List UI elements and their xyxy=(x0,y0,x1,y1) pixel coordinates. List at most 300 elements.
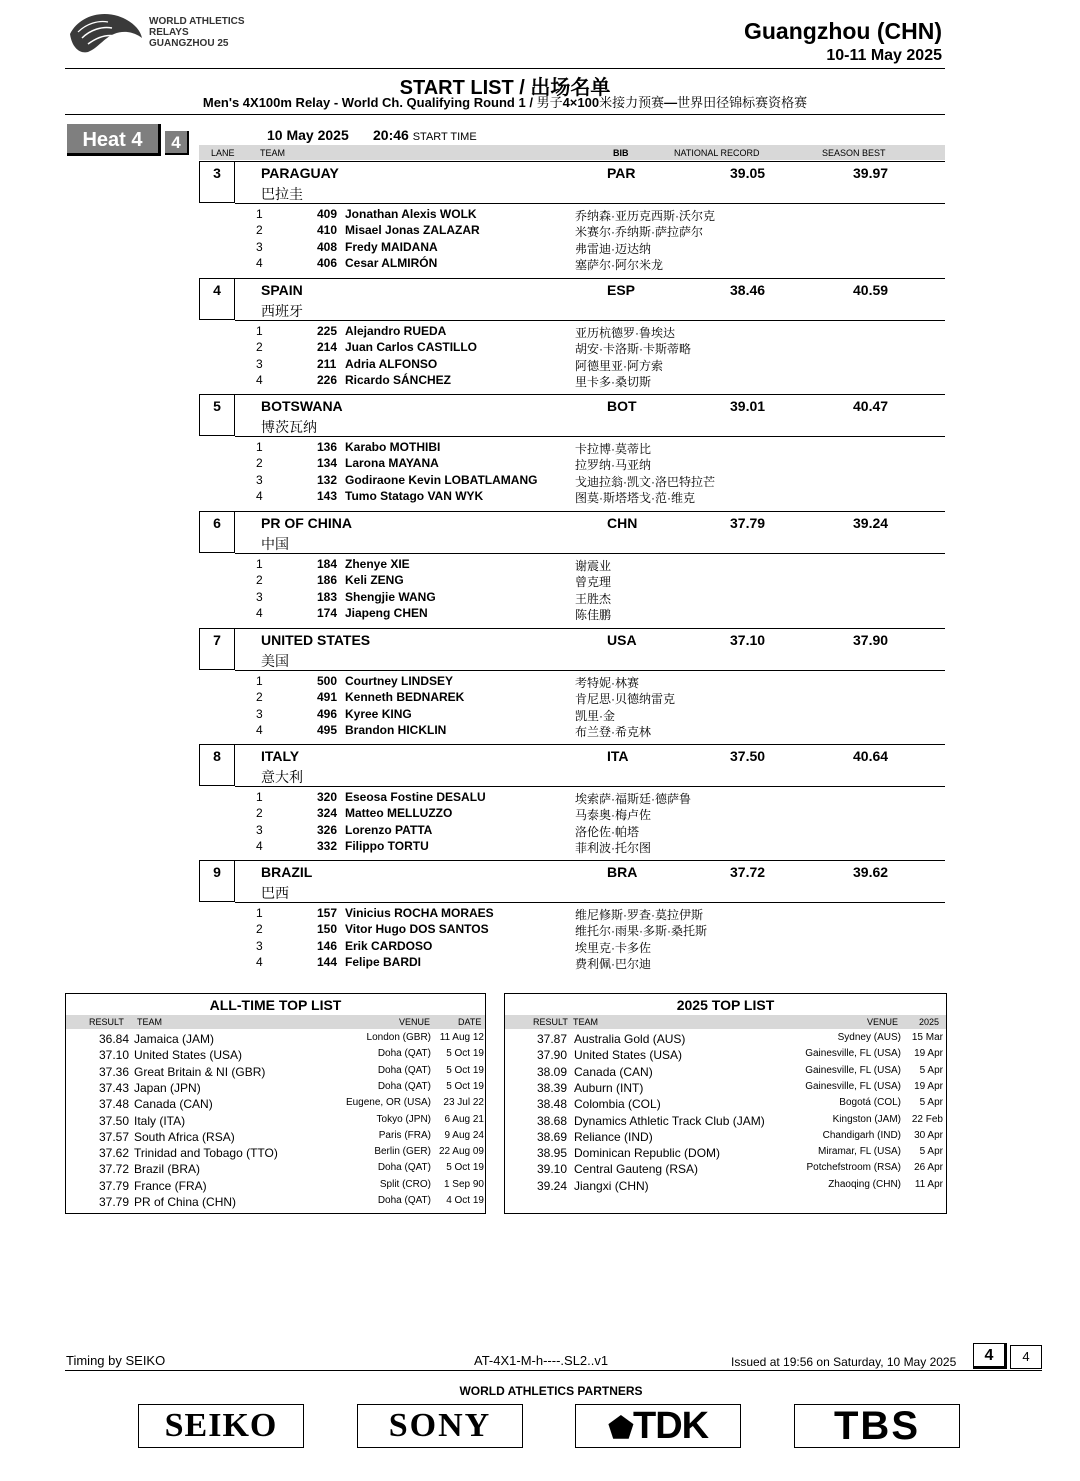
season-best: 40.47 xyxy=(853,398,889,414)
leg-order: 1 xyxy=(256,674,263,688)
athlete-name: Alejandro RUEDA xyxy=(345,324,447,338)
event-dates: 10-11 May 2025 xyxy=(826,47,942,64)
date: 11 Aug 12 xyxy=(439,1032,484,1043)
athlete-name: Keli ZENG xyxy=(345,573,404,588)
athlete-row xyxy=(199,324,945,340)
athlete-row xyxy=(199,340,945,356)
leg-order: 3 xyxy=(256,239,263,254)
venue: Miramar, FL (USA) xyxy=(818,1146,901,1158)
athlete-row xyxy=(199,207,945,223)
athlete-name-chinese: 凯里·金 xyxy=(575,708,615,723)
athlete-name: Juan Carlos CASTILLO xyxy=(345,340,478,355)
lane-number: 6 xyxy=(199,511,235,553)
venue: Doha (QAT) xyxy=(377,1080,431,1092)
partner-sony-logo: SONY xyxy=(357,1404,523,1448)
lane-number: 9 xyxy=(199,860,235,902)
result: 37.57 xyxy=(99,1129,130,1144)
athlete-bib: 326 xyxy=(317,822,338,837)
partner-tbs-logo: TBS xyxy=(794,1404,960,1448)
season-top-list-title: 2025 TOP LIST xyxy=(676,997,775,1013)
venue: Doha (QAT) xyxy=(377,1195,431,1206)
result: 36.84 xyxy=(99,1032,130,1046)
all-time-list-row xyxy=(66,1179,487,1195)
title-divider xyxy=(65,114,945,115)
date: 23 Jul 22 xyxy=(443,1097,484,1109)
athlete-bib: 332 xyxy=(317,838,338,853)
athlete-bib: 174 xyxy=(317,605,338,620)
result: 38.68 xyxy=(537,1113,568,1128)
national-record: 39.05 xyxy=(730,165,766,181)
team-name-chinese: 中国 xyxy=(261,536,289,552)
athlete-row xyxy=(199,674,945,690)
date: 22 Feb xyxy=(911,1113,943,1125)
national-record: 39.01 xyxy=(730,398,766,414)
athlete-name-chinese: 维尼修斯·罗查·莫拉伊斯 xyxy=(575,908,703,922)
athlete-name: Cesar ALMIRÓN xyxy=(345,255,438,270)
all-time-list-row xyxy=(66,1032,487,1048)
issued-timestamp: Issued at 19:56 on Saturday, 10 May 2025 xyxy=(731,1355,957,1369)
result: 37.48 xyxy=(99,1097,130,1112)
season-best: 39.97 xyxy=(853,165,889,181)
world-athletics-logo-icon xyxy=(68,12,144,56)
athlete-name-chinese: 埃里克·卡多佐 xyxy=(575,940,651,955)
date: 5 Oct 19 xyxy=(446,1064,484,1076)
athlete-name: Lorenzo PATTA xyxy=(345,822,433,837)
season-best: 40.64 xyxy=(853,748,889,764)
team: Central Gauteng (RSA) xyxy=(574,1162,699,1177)
leg-order: 2 xyxy=(256,223,263,238)
result: 37.72 xyxy=(99,1162,130,1177)
team-block xyxy=(199,744,945,860)
athlete-row xyxy=(199,573,945,589)
team-header-rule xyxy=(235,553,945,554)
leg-order: 4 xyxy=(256,372,263,387)
all-time-top-list-header: RESULT TEAM VENUE DATE xyxy=(66,1015,485,1029)
athlete-name-chinese: 图莫·斯塔塔戈·范·维克 xyxy=(575,490,695,505)
athlete-name: Godiraone Kevin LOBATLAMANG xyxy=(345,472,538,487)
athlete-name-chinese: 戈迪拉翁·凯文·洛巴特拉芒 xyxy=(575,474,715,489)
partner-seiko-logo: SEIKO xyxy=(138,1404,304,1448)
team: Jamaica (JAM) xyxy=(134,1032,215,1046)
athlete-name: Larona MAYANA xyxy=(345,456,439,471)
athlete-bib: 226 xyxy=(317,372,338,387)
leg-order: 1 xyxy=(256,557,263,571)
athlete-bib: 496 xyxy=(317,706,338,721)
season-best: 39.62 xyxy=(853,864,889,880)
athlete-bib: 134 xyxy=(317,456,338,471)
team-name-chinese: 意大利 xyxy=(261,769,303,785)
athlete-name-chinese: 埃索萨·福斯廷·德萨鲁 xyxy=(575,792,691,806)
athlete-name: Eseosa Fostine DESALU xyxy=(345,790,486,804)
leg-order: 2 xyxy=(256,573,263,588)
athlete-row xyxy=(199,357,945,373)
athlete-name: Courtney LINDSEY xyxy=(345,674,454,688)
date: 5 Apr xyxy=(919,1064,943,1076)
result: 37.79 xyxy=(99,1195,130,1209)
team: Colombia (COL) xyxy=(574,1097,661,1112)
athlete-bib: 132 xyxy=(317,472,338,487)
team-top-rule xyxy=(235,744,945,745)
national-record: 37.10 xyxy=(730,632,766,648)
date: 26 Apr xyxy=(914,1162,943,1174)
athlete-name: Felipe BARDI xyxy=(345,954,422,969)
season-best: 37.90 xyxy=(853,632,889,648)
event-city: Guangzhou (CHN) xyxy=(743,18,942,44)
venue: Doha (QAT) xyxy=(377,1048,431,1060)
athlete-name-chinese: 拉罗纳·马亚纳 xyxy=(575,458,651,473)
leg-order: 3 xyxy=(256,472,263,487)
team-code: BRA xyxy=(607,864,638,880)
athlete-bib: 144 xyxy=(317,954,338,969)
team: Australia Gold (AUS) xyxy=(574,1032,686,1046)
season-list-row xyxy=(505,1081,948,1097)
team: South Africa (RSA) xyxy=(134,1129,235,1144)
document-code: AT-4X1-M-h----.SL2..v1 xyxy=(474,1353,609,1368)
athlete-name-chinese: 肯尼思·贝德纳雷克 xyxy=(575,692,675,707)
athlete-name: Brandon HICKLIN xyxy=(345,722,447,737)
team: Dominican Republic (DOM) xyxy=(574,1146,721,1161)
team-top-rule xyxy=(235,394,945,395)
athlete-name-chinese: 弗雷迪·迈达纳 xyxy=(575,241,651,256)
team-code: ITA xyxy=(607,748,629,764)
athlete-row xyxy=(199,557,945,573)
all-time-list-row xyxy=(66,1130,487,1146)
team: Jiangxi (CHN) xyxy=(574,1178,649,1193)
leg-order: 1 xyxy=(256,324,263,338)
date: 5 Oct 19 xyxy=(446,1162,484,1174)
result: 37.10 xyxy=(99,1048,130,1063)
athlete-bib: 186 xyxy=(317,573,338,588)
athlete-row xyxy=(199,590,945,606)
athlete-name: Zhenye XIE xyxy=(345,557,410,571)
athlete-name: Ricardo SÁNCHEZ xyxy=(345,372,452,387)
season-best: 40.59 xyxy=(853,282,889,298)
athlete-name: Karabo MOTHIBI xyxy=(345,440,441,454)
leg-order: 1 xyxy=(256,906,263,920)
athlete-row xyxy=(199,839,945,855)
athlete-name-chinese: 曾克理 xyxy=(575,575,612,590)
team-name-chinese: 巴西 xyxy=(261,885,289,901)
athlete-name: Adria ALFONSO xyxy=(345,356,438,371)
date: 4 Oct 19 xyxy=(446,1195,484,1206)
all-time-list-row xyxy=(66,1065,487,1081)
footer-divider xyxy=(65,1370,1042,1371)
athlete-name-chinese: 布兰登·希克林 xyxy=(575,724,651,739)
leg-order: 2 xyxy=(256,806,263,821)
athlete-bib: 324 xyxy=(317,806,338,821)
team-name: PARAGUAY xyxy=(261,165,339,181)
season-list-row xyxy=(505,1065,948,1081)
athlete-name: Vitor Hugo DOS SANTOS xyxy=(345,922,489,937)
venue: Gainesville, FL (USA) xyxy=(805,1048,901,1060)
leg-order: 3 xyxy=(256,706,263,721)
team-name: ITALY xyxy=(261,748,300,764)
athlete-bib: 408 xyxy=(317,239,338,254)
partner-tdk-logo: ⬟TDK xyxy=(575,1404,741,1448)
athlete-name: Matteo MELLUZZO xyxy=(345,806,453,821)
athlete-name-chinese: 洛伦佐·帕塔 xyxy=(575,824,639,839)
athlete-row xyxy=(199,723,945,739)
event-logo-text: WORLD ATHLETICS RELAYS GUANGZHOU 25 xyxy=(149,16,245,49)
team-name-chinese: 西班牙 xyxy=(261,303,303,319)
athlete-bib: 410 xyxy=(317,223,338,238)
venue: Berlin (GER) xyxy=(374,1146,431,1158)
athlete-name-chinese: 卡拉博·莫蒂比 xyxy=(575,442,651,456)
athlete-bib: 491 xyxy=(317,690,338,705)
result: 39.24 xyxy=(537,1178,568,1193)
team-block xyxy=(199,511,945,627)
athlete-name-chinese: 乔纳森·亚历克西斯·沃尔克 xyxy=(575,209,715,223)
team: United States (USA) xyxy=(574,1048,683,1063)
team: PR of China (CHN) xyxy=(134,1195,237,1209)
all-time-list-row xyxy=(66,1162,487,1178)
season-list-row xyxy=(505,1097,948,1113)
team-name: PR OF CHINA xyxy=(261,515,352,531)
season-list-row xyxy=(505,1032,948,1048)
date: 22 Aug 09 xyxy=(438,1146,484,1158)
team: Canada (CAN) xyxy=(134,1097,213,1112)
date: 5 Oct 19 xyxy=(446,1048,484,1060)
team-header-rule xyxy=(235,203,945,204)
team-code: CHN xyxy=(607,515,638,531)
athlete-bib: 183 xyxy=(317,589,338,604)
team: Auburn (INT) xyxy=(574,1080,644,1095)
athlete-name: Jiapeng CHEN xyxy=(345,605,428,620)
athlete-row xyxy=(199,606,945,622)
result: 37.79 xyxy=(99,1178,130,1193)
team-name: BOTSWANA xyxy=(261,398,343,414)
lane-number: 5 xyxy=(199,394,235,436)
team: Japan (JPN) xyxy=(134,1080,201,1095)
team: Great Britain & NI (GBR) xyxy=(134,1064,266,1079)
leg-order: 4 xyxy=(256,488,263,503)
result: 39.10 xyxy=(537,1162,568,1177)
result: 37.62 xyxy=(99,1146,130,1161)
athlete-row xyxy=(199,939,945,955)
athlete-name-chinese: 阿德里亚·阿方索 xyxy=(575,358,663,373)
team-code: BOT xyxy=(607,398,637,414)
team-name-chinese: 美国 xyxy=(261,653,289,669)
team-name-chinese: 巴拉圭 xyxy=(261,186,303,202)
date: 30 Apr xyxy=(914,1129,943,1141)
athlete-name-chinese: 亚历杭德罗·鲁埃达 xyxy=(575,326,675,340)
athlete-name-chinese: 考特妮·林赛 xyxy=(575,676,639,690)
athlete-name: Kyree KING xyxy=(345,706,412,721)
season-best: 39.24 xyxy=(853,515,889,531)
page-title: START LIST / 出场名单 xyxy=(399,77,611,99)
team-block xyxy=(199,394,945,510)
page-total: 4 xyxy=(1010,1345,1042,1369)
heat-label: Heat 4 xyxy=(67,124,161,156)
athlete-row xyxy=(199,473,945,489)
result: 37.43 xyxy=(99,1080,130,1095)
athlete-row xyxy=(199,223,945,239)
lane-number: 4 xyxy=(199,278,235,320)
athlete-row xyxy=(199,373,945,389)
athlete-bib: 157 xyxy=(317,906,338,920)
season-list-row xyxy=(505,1048,948,1064)
team: Reliance (IND) xyxy=(574,1129,653,1144)
athlete-row xyxy=(199,707,945,723)
all-time-list-row xyxy=(66,1195,487,1211)
team-code: PAR xyxy=(607,165,636,181)
leg-order: 3 xyxy=(256,356,263,371)
team-block xyxy=(199,860,945,976)
athlete-name-chinese: 马泰奥·梅卢佐 xyxy=(575,808,651,823)
athlete-row xyxy=(199,955,945,971)
result: 38.09 xyxy=(537,1064,568,1079)
date: 9 Aug 24 xyxy=(444,1129,484,1141)
result: 37.90 xyxy=(537,1048,568,1063)
result: 38.69 xyxy=(537,1129,568,1144)
venue: Tokyo (JPN) xyxy=(376,1113,431,1125)
lane-number: 8 xyxy=(199,744,235,786)
venue: Bogotá (COL) xyxy=(839,1097,901,1109)
season-list-row xyxy=(505,1162,948,1178)
heat-date: 10 May 2025 xyxy=(267,127,349,143)
timing-credit: Timing by SEIKO xyxy=(66,1353,166,1368)
athlete-name: Shengjie WANG xyxy=(345,589,436,604)
athlete-bib: 495 xyxy=(317,722,338,737)
heat-number: 4 xyxy=(165,131,189,155)
athlete-row xyxy=(199,906,945,922)
page-number: 4 xyxy=(973,1343,1007,1369)
venue: Zhaoqing (CHN) xyxy=(828,1178,901,1190)
leg-order: 3 xyxy=(256,938,263,953)
athlete-name-chinese: 里卡多·桑切斯 xyxy=(575,374,651,389)
all-time-list-row xyxy=(66,1114,487,1130)
header-divider xyxy=(65,68,945,69)
leg-order: 3 xyxy=(256,822,263,837)
athlete-bib: 136 xyxy=(317,440,338,454)
season-list-row xyxy=(505,1130,948,1146)
leg-order: 2 xyxy=(256,690,263,705)
athlete-name-chinese: 塞萨尔·阿尔米龙 xyxy=(575,257,663,272)
date: 1 Sep 90 xyxy=(443,1178,484,1190)
venue: Chandigarh (IND) xyxy=(822,1129,901,1141)
athlete-name-chinese: 胡安·卡洛斯·卡斯蒂略 xyxy=(575,342,691,357)
athlete-bib: 146 xyxy=(317,938,338,953)
athlete-name: Jonathan Alexis WOLK xyxy=(345,207,477,221)
result: 37.87 xyxy=(537,1032,568,1046)
venue: Paris (FRA) xyxy=(378,1129,431,1141)
leg-order: 2 xyxy=(256,456,263,471)
season-list-row xyxy=(505,1114,948,1130)
athlete-name: Filippo TORTU xyxy=(345,838,429,853)
lane-number: 3 xyxy=(199,161,235,203)
season-list-row xyxy=(505,1179,948,1195)
team-code: USA xyxy=(607,632,637,648)
athlete-name-chinese: 米赛尔·乔纳斯·萨拉萨尔 xyxy=(575,225,703,240)
athlete-row xyxy=(199,240,945,256)
result: 38.39 xyxy=(537,1080,568,1095)
lane-number: 7 xyxy=(199,628,235,670)
team-header-rule xyxy=(235,786,945,787)
venue: London (GBR) xyxy=(366,1032,431,1043)
athlete-name: Fredy MAIDANA xyxy=(345,239,438,254)
team-header-rule xyxy=(235,436,945,437)
national-record: 37.50 xyxy=(730,748,766,764)
venue: Gainesville, FL (USA) xyxy=(805,1080,901,1092)
team-code: ESP xyxy=(607,282,636,298)
team-top-rule xyxy=(235,161,945,162)
venue: Gainesville, FL (USA) xyxy=(805,1064,901,1076)
team-top-rule xyxy=(235,628,945,629)
team-top-rule xyxy=(235,278,945,279)
leg-order: 4 xyxy=(256,954,263,969)
athlete-name-chinese: 菲利波·托尔图 xyxy=(575,840,651,855)
athlete-bib: 409 xyxy=(317,207,338,221)
athlete-name: Erik CARDOSO xyxy=(345,938,433,953)
team-top-rule xyxy=(235,860,945,861)
athlete-row xyxy=(199,690,945,706)
leg-order: 3 xyxy=(256,589,263,604)
leg-order: 4 xyxy=(256,605,263,620)
team: Italy (ITA) xyxy=(134,1113,186,1128)
venue: Split (CRO) xyxy=(379,1178,431,1190)
leg-order: 2 xyxy=(256,340,263,355)
team-header-rule xyxy=(235,902,945,903)
team-block xyxy=(199,161,945,277)
athlete-name-chinese: 谢震业 xyxy=(575,559,612,573)
venue: Potchefstroom (RSA) xyxy=(806,1162,901,1174)
venue: Doha (QAT) xyxy=(377,1162,431,1174)
date: 5 Apr xyxy=(919,1146,943,1158)
national-record: 37.79 xyxy=(730,515,766,531)
athlete-bib: 150 xyxy=(317,922,338,937)
date: 19 Apr xyxy=(914,1048,943,1060)
athlete-row xyxy=(199,806,945,822)
leg-order: 1 xyxy=(256,790,263,804)
venue: Doha (QAT) xyxy=(377,1064,431,1076)
date: 5 Apr xyxy=(919,1097,943,1109)
team-header-rule xyxy=(235,320,945,321)
athlete-bib: 500 xyxy=(317,674,338,688)
team: France (FRA) xyxy=(134,1178,207,1193)
result: 38.48 xyxy=(537,1097,568,1112)
season-top-list xyxy=(504,993,947,1214)
partners-title: WORLD ATHLETICS PARTNERS xyxy=(459,1384,643,1398)
event-subtitle: Men's 4X100m Relay - World Ch. Qualifying Round 1 / 男子4×100米接力预赛—世界田径锦标赛资格赛 xyxy=(202,95,808,110)
athlete-name: Tumo Statago VAN WYK xyxy=(345,488,484,503)
national-record: 37.72 xyxy=(730,864,766,880)
venue: Kingston (JAM) xyxy=(832,1113,901,1125)
leg-order: 1 xyxy=(256,440,263,454)
result: 37.36 xyxy=(99,1064,130,1079)
season-list-row xyxy=(505,1146,948,1162)
national-record: 38.46 xyxy=(730,282,766,298)
team-name: BRAZIL xyxy=(261,864,313,880)
team-block xyxy=(199,628,945,744)
team: Trinidad and Tobago (TTO) xyxy=(134,1146,278,1161)
tdk-mark-icon: ⬟ xyxy=(607,1412,633,1445)
season-top-list-header: RESULT TEAM VENUE 2025 xyxy=(505,1015,946,1029)
all-time-top-list-title: ALL-TIME TOP LIST xyxy=(209,997,342,1013)
leg-order: 4 xyxy=(256,722,263,737)
team-name-chinese: 博茨瓦纳 xyxy=(261,419,317,435)
athlete-name-chinese: 费利佩·巴尔迪 xyxy=(575,956,651,971)
date: 6 Aug 21 xyxy=(444,1113,484,1125)
athlete-name-chinese: 维托尔·雨果·多斯·桑托斯 xyxy=(575,924,707,939)
leg-order: 1 xyxy=(256,207,263,221)
venue: Sydney (AUS) xyxy=(837,1032,901,1043)
athlete-row xyxy=(199,790,945,806)
athlete-name: Kenneth BEDNAREK xyxy=(345,690,465,705)
leg-order: 4 xyxy=(256,838,263,853)
team-top-rule xyxy=(235,511,945,512)
start-list-column-header: LANE TEAM BIB NATIONAL RECORD SEASON BEST xyxy=(199,145,945,160)
venue: Eugene, OR (USA) xyxy=(345,1097,431,1109)
